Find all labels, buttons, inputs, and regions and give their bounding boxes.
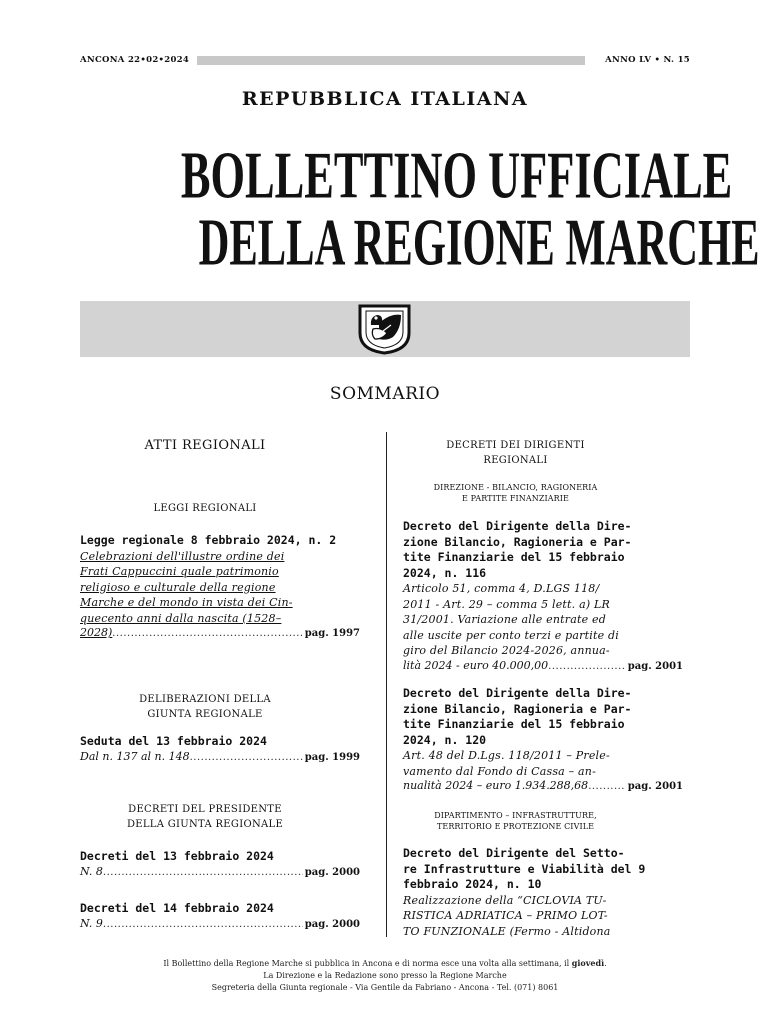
page-ref: pag. 1999 [304, 751, 360, 763]
item-leader-line [80, 917, 360, 930]
item-title: Decreti del 13 febbraio 2024 [80, 849, 274, 863]
item-title-line: febbraio 2024, n. 10 [403, 877, 542, 891]
item-desc-last: 2028) [80, 626, 113, 639]
item-title-line: re Infrastrutture e Viabilità del 9 [403, 861, 646, 876]
column-divider [386, 432, 387, 937]
item-desc: N. 9 [80, 916, 103, 930]
republic-heading: REPUBBLICA ITALIANA [241, 88, 529, 110]
list-item-decreto-120[interactable] [403, 686, 683, 792]
item-leader-line [403, 779, 683, 792]
item-desc-line: Celebrazioni dell'illustre ordine dei [80, 549, 285, 563]
masthead-line-1: BOLLETTINO UFFICIALE [180, 138, 733, 212]
page-ref: pag. 2000 [304, 918, 360, 930]
item-desc-line: religioso e culturale della regione [80, 580, 276, 594]
leader-dots [588, 781, 626, 792]
item-desc-line: 2011 - Art. 29 – comma 5 lett. a) LR [403, 597, 610, 611]
item-title-line: Decreto del Dirigente della Dire- [403, 686, 632, 700]
footer-line-1: Il Bollettino della Regione Marche si pubblica in Ancona e di norma esce una volta alla settimana, il giovedì. [163, 958, 607, 968]
item-title-line: 2024, n. 120 [403, 732, 487, 747]
item-desc-line: 31/2001. Variazione alle entrate ed [403, 613, 606, 626]
heading-deliberazioni: DELIBERAZIONI DELLA GIUNTA REGIONALE [139, 694, 271, 720]
crest-band [80, 301, 690, 357]
leader-dots [103, 867, 303, 878]
list-item-seduta[interactable] [80, 734, 360, 763]
leader-dots [548, 661, 626, 672]
item-leader-line [403, 659, 683, 672]
page-ref: pag. 2001 [627, 781, 683, 792]
page-footer [0, 957, 770, 994]
item-leader-line [80, 626, 360, 639]
list-item-decreti-14[interactable] [80, 901, 360, 930]
item-title-line: Decreto del Dirigente della Dire- [403, 519, 632, 533]
section-atti-regionali: ATTI REGIONALI [144, 438, 266, 453]
item-title-line: zione Bilancio, Ragioneria e Par- [403, 534, 632, 549]
item-title: Seduta del 13 febbraio 2024 [80, 734, 267, 748]
regione-marche-crest-icon [357, 303, 412, 355]
item-title-line: tite Finanziarie del 15 febbraio [403, 550, 625, 564]
page-ref: pag. 2001 [627, 660, 683, 672]
item-desc-last: lità 2024 - euro 40.000,00 [403, 658, 549, 672]
item-title-line: 2024, n. 116 [403, 565, 487, 580]
item-title: Decreti del 14 febbraio 2024 [80, 901, 274, 915]
list-item-legge-2[interactable] [80, 533, 360, 639]
item-desc-line: vamento dal Fondo di Cassa – an- [403, 764, 596, 778]
masthead-line-2: DELLA REGIONE MARCHE [198, 205, 760, 279]
item-title-line: tite Finanziarie del 15 febbraio [403, 717, 625, 731]
list-item-decreto-116[interactable] [403, 519, 683, 672]
item-desc-line: Frati Cappuccini quale patrimonio [80, 565, 279, 578]
item-title-line: zione Bilancio, Ragioneria e Par- [403, 701, 632, 716]
item-desc-line: Realizzazione della “CICLOVIA TU- [403, 893, 607, 907]
item-leader-line [80, 865, 360, 878]
section-decreti-dirigenti: DECRETI DEI DIRIGENTI REGIONALI [446, 440, 585, 466]
page-ref: pag. 2000 [304, 866, 360, 878]
footer-line-3: Segreteria della Giunta regionale - Via Gentile da Fabriano - Ancona - Tel. (071) 8061 [211, 983, 559, 992]
heading-leggi-regionali: LEGGI REGIONALI [153, 503, 257, 514]
item-desc-line: RISTICA ADRIATICA – PRIMO LOT- [403, 909, 608, 922]
item-desc: N. 8 [80, 864, 103, 878]
subheading-dipartimento-infrastrutture: DIPARTIMENTO – INFRASTRUTTURE, TERRITORIO E PROTEZIONE CIVILE [434, 811, 597, 831]
list-item-decreto-10[interactable] [403, 846, 683, 939]
leader-dots [112, 628, 302, 639]
item-desc-line: TO FUNZIONALE (Fermo - Altidona [403, 924, 611, 938]
top-gray-rule [197, 56, 585, 65]
item-desc-line: Art. 48 del D.Lgs. 118/2011 – Prele- [403, 749, 610, 762]
item-leader-line [80, 750, 360, 763]
item-desc-line: Marche e del mondo in vista dei Cin- [80, 596, 293, 609]
footer-line-2: La Direzione e la Redazione sono presso la Regione Marche [263, 971, 507, 980]
item-title: Legge regionale 8 febbraio 2024, n. 2 [80, 533, 337, 547]
leader-dots [190, 752, 303, 763]
item-title-line: Decreto del Dirigente del Setto- [403, 846, 625, 860]
list-item-decreti-13[interactable] [80, 849, 360, 878]
item-desc-line: giro del Bilancio 2024-2026, annua- [403, 644, 610, 657]
issue-date: ANCONA 22•02•2024 [80, 55, 190, 65]
item-desc-line: alle uscite per conto terzi e partite di [403, 628, 619, 642]
top-bar [80, 55, 690, 67]
item-desc-last: nualità 2024 – euro 1.934.288,68 [403, 779, 589, 792]
heading-decreti-presidente: DECRETI DEL PRESIDENTE DELLA GIUNTA REGIONALE [126, 804, 284, 830]
subheading-direzione-bilancio: DIREZIONE - BILANCIO, RAGIONERIA E PARTITE FINANZIARIE [433, 483, 598, 503]
sommario-heading: SOMMARIO [329, 384, 441, 404]
item-desc-line: Articolo 51, comma 4, D.LGS 118/ [403, 582, 600, 595]
item-desc: Dal n. 137 al n. 148 [80, 749, 190, 763]
item-desc-line: quecento anni dalla nascita (1528– [80, 611, 282, 625]
page-ref: pag. 1997 [304, 628, 360, 639]
issue-number: ANNO LV • N. 15 [605, 55, 690, 65]
leader-dots [103, 919, 303, 930]
